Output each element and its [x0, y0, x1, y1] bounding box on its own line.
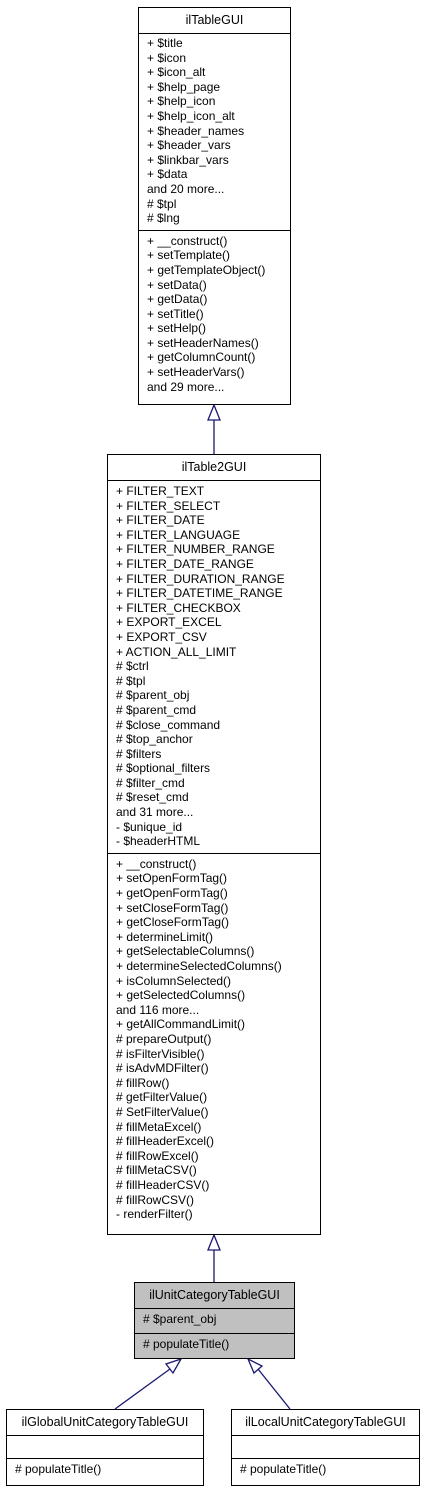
class-name: ilGlobalUnitCategoryTableGUI: [21, 1415, 189, 1429]
attribute-item: # $close_command: [116, 717, 221, 732]
attribute-item: + $help_page: [147, 79, 221, 94]
attribute-item: + $help_icon: [147, 94, 216, 109]
attribute-item: # $optional_filters: [116, 761, 211, 776]
arrowhead-table: [208, 405, 220, 420]
attribute-item: # $top_anchor: [116, 732, 193, 747]
attribute-item: # $ctrl: [116, 659, 149, 674]
method-item: # fillHeaderCSV(): [116, 1177, 210, 1192]
methods-section: [7, 1458, 203, 1477]
method-item: # prepareOutput(): [116, 1031, 212, 1046]
class-box-iltable2gui: [107, 454, 321, 1235]
methods-section: [232, 1458, 419, 1477]
method-item: # fillMetaCSV(): [116, 1163, 197, 1178]
method-item: + setHeaderVars(): [147, 365, 245, 380]
method-item: + setHelp(): [147, 321, 207, 336]
method-item: # getFilterValue(): [116, 1090, 208, 1105]
attribute-item: # $filters: [116, 746, 162, 761]
attribute-item: + FILTER_DATE_RANGE: [116, 556, 254, 571]
method-item: + getAllCommandLimit(): [116, 1017, 246, 1032]
attribute-item: # $filter_cmd: [116, 775, 185, 790]
methods-section: [135, 1333, 294, 1352]
method-item: # fillMetaExcel(): [116, 1119, 202, 1134]
attributes-section: [7, 1435, 203, 1458]
method-item: + getSelectableColumns(): [116, 944, 255, 959]
method-item: # isAdvMDFilter(): [116, 1061, 209, 1076]
method-item: + getOpenFormTag(): [116, 886, 228, 901]
attribute-item: + FILTER_SELECT: [116, 498, 221, 513]
attribute-item: + $icon: [147, 50, 187, 65]
methods-section: [108, 853, 320, 1222]
method-item: # populateTitle(): [15, 1462, 102, 1476]
attribute-item: + FILTER_LANGUAGE: [116, 527, 241, 542]
class-box-iltablegui: [138, 7, 291, 405]
method-item: # fillRowCSV(): [116, 1192, 195, 1207]
attribute-item: # $lng: [147, 211, 180, 226]
method-item: + getSelectedColumns(): [116, 988, 246, 1003]
class-name: ilTableGUI: [185, 13, 244, 27]
method-item: and 116 more...: [116, 1002, 200, 1017]
attribute-item: + $title: [147, 36, 183, 50]
method-item: + setCloseFormTag(): [116, 900, 229, 915]
attribute-item: + $icon_alt: [147, 65, 206, 80]
class-name: ilTable2GUI: [181, 460, 247, 474]
method-item: + determineLimit(): [116, 929, 214, 944]
method-item: - renderFilter(): [116, 1207, 193, 1222]
attribute-item: - $headerHTML: [116, 834, 201, 849]
attribute-item: + ACTION_ALL_LIMIT: [116, 644, 237, 659]
attributes-section: [139, 33, 290, 230]
methods-section: [139, 230, 290, 395]
method-item: + __construct(): [147, 233, 228, 248]
attribute-item: # $tpl: [147, 196, 177, 211]
method-item: + setTemplate(): [147, 248, 231, 263]
class-name: ilLocalUnitCategoryTableGUI: [245, 1415, 406, 1429]
attribute-item: + EXPORT_CSV: [116, 629, 207, 644]
attributes-section: [232, 1435, 419, 1458]
method-item: # fillHeaderExcel(): [116, 1134, 215, 1149]
method-item: + setTitle(): [147, 306, 204, 321]
class-box-ilglobalunitcategorytablegui: [6, 1409, 204, 1486]
attribute-item: + FILTER_TEXT: [116, 484, 205, 498]
class-name: ilUnitCategoryTableGUI: [149, 1288, 280, 1302]
method-item: + getData(): [147, 292, 208, 307]
method-item: + getCloseFormTag(): [116, 915, 230, 930]
method-item: # populateTitle(): [143, 1336, 230, 1351]
attribute-item: + $data: [147, 167, 188, 182]
attributes-section: [135, 1308, 294, 1333]
attribute-item: + $linkbar_vars: [147, 152, 229, 167]
attribute-item: + FILTER_CHECKBOX: [116, 600, 241, 615]
attribute-item: # $parent_obj: [116, 688, 190, 703]
attributes-section: [108, 480, 320, 853]
method-item: + getColumnCount(): [147, 350, 256, 365]
attribute-item: # $reset_cmd: [116, 790, 189, 805]
method-item: + determineSelectedColumns(): [116, 959, 282, 973]
class-box-ilunitcategorytablegui: [134, 1282, 295, 1359]
attribute-item: + $help_icon_alt: [147, 108, 235, 123]
attribute-item: + FILTER_DATE: [116, 513, 205, 528]
method-item: # SetFilterValue(): [116, 1104, 209, 1119]
edge-local-to-unitcat: [258, 1369, 290, 1409]
attribute-item: + FILTER_NUMBER_RANGE: [116, 542, 275, 557]
class-box-illocalunitcategorytablegui: [231, 1409, 420, 1486]
method-item: # fillRowExcel(): [116, 1148, 199, 1163]
method-item: + getTemplateObject(): [147, 262, 266, 277]
method-item: + setOpenFormTag(): [116, 871, 228, 886]
method-item: # fillRow(): [116, 1075, 170, 1090]
method-item: + isColumnSelected(): [116, 973, 232, 988]
edge-global-to-unitcat: [115, 1369, 170, 1409]
method-item: + setHeaderNames(): [147, 335, 259, 350]
attribute-item: + FILTER_DATETIME_RANGE: [116, 586, 283, 601]
attribute-item: # $parent_cmd: [116, 702, 197, 717]
attribute-item: + FILTER_DURATION_RANGE: [116, 571, 285, 586]
attribute-item: and 20 more...: [147, 181, 225, 196]
attribute-item: # $parent_obj: [143, 1312, 217, 1326]
method-item: # isFilterVisible(): [116, 1046, 205, 1061]
attribute-item: # $tpl: [116, 673, 146, 688]
arrowhead-table2: [208, 1235, 220, 1250]
method-item: + __construct(): [116, 856, 197, 871]
method-item: and 29 more...: [147, 379, 225, 394]
attribute-item: + $header_vars: [147, 138, 231, 153]
attribute-item: - $unique_id: [116, 819, 183, 834]
method-item: # populateTitle(): [240, 1462, 327, 1476]
attribute-item: + EXPORT_EXCEL: [116, 615, 222, 630]
method-item: + setData(): [147, 277, 207, 292]
attribute-item: and 31 more...: [116, 805, 194, 820]
attribute-item: + $header_names: [147, 123, 245, 138]
